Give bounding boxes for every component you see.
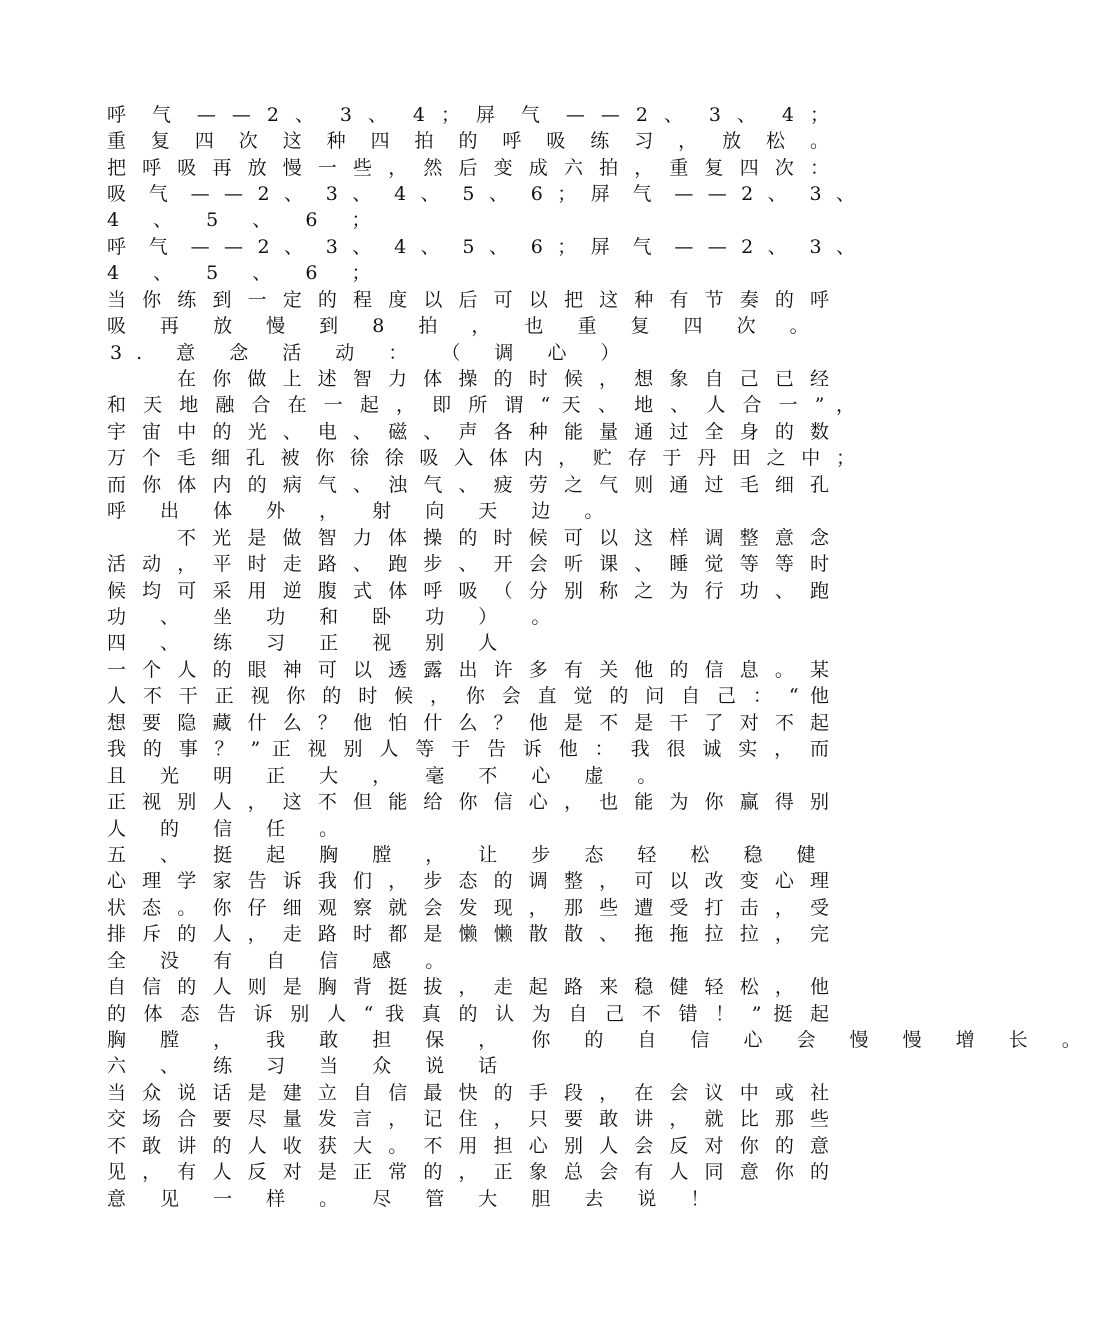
text-line: 当 你 练 到 一 定 的 程 度 以 后 可 以 把 这 种 有 节 奏 的 呼 <box>107 289 829 311</box>
text-line: 把 呼 吸 再 放 慢 一 些 ， 然 后 变 成 六 拍 ， 重 复 四 次 ： <box>107 157 829 179</box>
text-line: 候 均 可 采 用 逆 腹 式 体 呼 吸 （ 分 别 称 之 为 行 功 、 跑 <box>107 580 829 602</box>
text-line: 我 的 事 ？ ” 正 视 别 人 等 于 告 诉 他 ： 我 很 诚 实 ， 而 <box>107 738 829 760</box>
text-line: 呼 气 — — 2 、 3 、 4 、 5 、 6 ； 屏 气 — — 2 、 3 、 <box>107 236 855 258</box>
text-line: 全 没 有 自 信 感 。 <box>107 950 459 972</box>
text-line: 呼 气 — — 2 、 3 、 4 ； 屏 气 — — 2 、 3 、 4 ； <box>107 104 829 126</box>
text-line: 功 、 坐 功 和 卧 功 ） 。 <box>107 606 565 628</box>
text-line: 自 信 的 人 则 是 胸 背 挺 拔 ， 走 起 路 来 稳 健 轻 松 ， 他 <box>107 976 829 998</box>
text-line: 重 复 四 次 这 种 四 拍 的 呼 吸 练 习 ， 放 松 。 <box>107 130 829 152</box>
text-line: 一 个 人 的 眼 神 可 以 透 露 出 许 多 有 关 他 的 信 息 。 某 <box>107 659 829 681</box>
text-line: 意 见 一 样 。 尽 管 大 胆 去 说 ！ <box>107 1188 724 1210</box>
text-line: 在 你 做 上 述 智 力 体 操 的 时 候 ， 想 象 自 己 已 经 <box>177 368 829 390</box>
text-line: 万 个 毛 细 孔 被 你 徐 徐 吸 入 体 内 ， 贮 存 于 丹 田 之 中 ； <box>107 447 855 469</box>
section-heading: 四 、 练 习 正 视 别 人 <box>107 632 512 654</box>
text-line: 宇 宙 中 的 光 、 电 、 磁 、 声 各 种 能 量 通 过 全 身 的 数 <box>107 421 829 443</box>
text-line: 4 、 5 、 6 ； <box>107 262 385 284</box>
text-line: 不 光 是 做 智 力 体 操 的 时 候 可 以 这 样 调 整 意 念 <box>177 527 829 549</box>
section-heading: 3. 意 念 活 动 ： （ 调 心 ） <box>110 342 634 364</box>
text-line: 想 要 隐 藏 什 么 ？ 他 怕 什 么 ？ 他 是 不 是 干 了 对 不 起 <box>107 712 829 734</box>
text-line: 交 场 合 要 尽 量 发 言 ， 记 住 ， 只 要 敢 讲 ， 就 比 那 些 <box>107 1108 829 1130</box>
text-line: 呼 出 体 外 ， 射 向 天 边 。 <box>107 500 618 522</box>
text-line: 状 态 。 你 仔 细 观 察 就 会 发 现 ， 那 些 遭 受 打 击 ， 受 <box>107 897 829 919</box>
text-line: 人 不 干 正 视 你 的 时 候 ， 你 会 直 觉 的 问 自 己 ： “ 他 <box>107 685 829 707</box>
text-line: 吸 再 放 慢 到 8 拍 ， 也 重 复 四 次 。 <box>107 315 823 337</box>
text-line: 见 ， 有 人 反 对 是 正 常 的 ， 正 象 总 会 有 人 同 意 你 的 <box>107 1161 829 1183</box>
text-line: 当 众 说 话 是 建 立 自 信 最 快 的 手 段 ， 在 会 议 中 或 社 <box>107 1082 829 1104</box>
text-line: 心 理 学 家 告 诉 我 们 ， 步 态 的 调 整 ， 可 以 改 变 心 理 <box>107 870 829 892</box>
text-line: 和 天 地 融 合 在 一 起 ， 即 所 谓 “ 天 、 地 、 人 合 一 ” ， <box>107 394 855 416</box>
text-line: 正 视 别 人 ， 这 不 但 能 给 你 信 心 ， 也 能 为 你 赢 得 别 <box>107 791 829 813</box>
text-line: 且 光 明 正 大 ， 毫 不 心 虚 。 <box>107 765 671 787</box>
text-line: 人 的 信 任 。 <box>107 818 353 840</box>
text-line: 不 敢 讲 的 人 收 获 大 。 不 用 担 心 别 人 会 反 对 你 的 意 <box>107 1135 829 1157</box>
text-line: 活 动 ， 平 时 走 路 、 跑 步 、 开 会 听 课 、 睡 觉 等 等 时 <box>107 553 829 575</box>
text-line: 而 你 体 内 的 病 气 、 浊 气 、 疲 劳 之 气 则 通 过 毛 细 孔 <box>107 474 829 496</box>
text-line: 胸 膛 ， 我 敢 担 保 ， 你 的 自 信 心 会 慢 慢 增 长 。 <box>107 1029 1095 1051</box>
text-line: 4 、 5 、 6 ； <box>107 209 385 231</box>
text-line: 排 斥 的 人 ， 走 路 时 都 是 懒 懒 散 散 、 拖 拖 拉 拉 ， 完 <box>107 923 829 945</box>
section-heading: 五 、 挺 起 胸 膛 ， 让 步 态 轻 松 稳 健 <box>107 844 830 866</box>
text-line: 的 体 态 告 诉 别 人 “ 我 真 的 认 为 自 己 不 错 ！ ” 挺 起 <box>107 1003 829 1025</box>
text-line: 吸 气 — — 2 、 3 、 4 、 5 、 6 ； 屏 气 — — 2 、 3 、 <box>107 183 855 205</box>
section-heading: 六 、 练 习 当 众 说 话 <box>107 1055 512 1077</box>
